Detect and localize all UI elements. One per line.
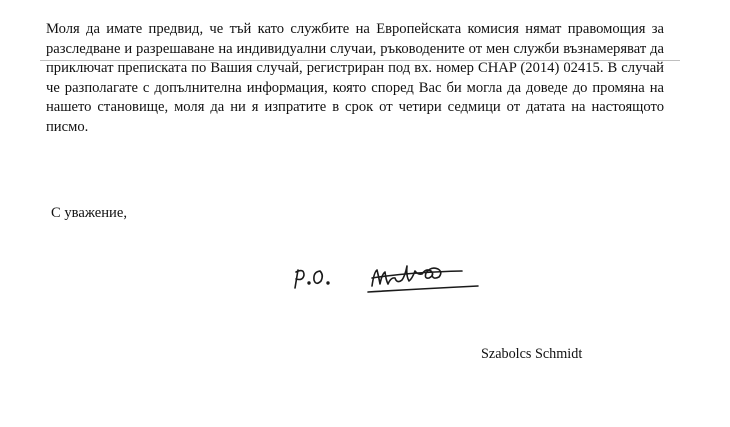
body-line: правомощия за разследване и разрешаване на индивидуални случаи, ръководените	[46, 21, 665, 57]
signer-name: Szabolcs Schmidt	[481, 346, 583, 362]
body-line: настоящото писмо.	[46, 99, 664, 135]
body-line: допълнителна информация, която според Вас би могла да доведе до промяна на	[154, 79, 664, 96]
letter-body-paragraph	[46, 20, 664, 138]
body-line: Моля да имате предвид, че тъй като службите на Европейската комисия нямат	[46, 21, 562, 37]
body-line: нашето становище, моля да ни я изпратите в срок от четири седмици от датата на	[46, 99, 586, 116]
handwritten-signature	[292, 258, 512, 298]
closing-salutation: С уважение,	[51, 205, 127, 221]
body-line: регистриран под вх. номер CHAP (2014) 02415. В случай че разполагате с	[46, 60, 664, 96]
body-line: от мен служби възнамеряват да приключат преписката по Вашия случай,	[46, 40, 664, 77]
